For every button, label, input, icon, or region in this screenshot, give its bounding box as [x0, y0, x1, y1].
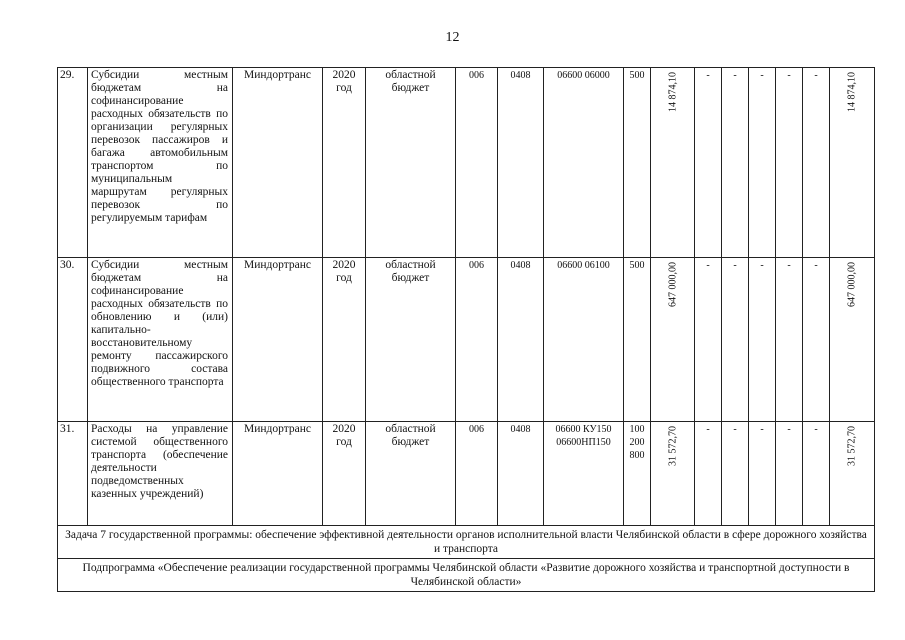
- amount-col-4: -: [787, 70, 791, 81]
- expense-type-code: 500: [624, 258, 651, 422]
- amount-total-cell: [830, 68, 875, 258]
- event-description: Субсидии местным бюджетам на софинансирование расходных обязательств по обновлению и (или) капитально-восстановительному ремонту пассажирского подвижного состава общественного транспорта: [88, 258, 233, 422]
- amount-col-2: -: [733, 424, 737, 435]
- task-row: [58, 526, 875, 559]
- amount-col-4-cell: [776, 258, 803, 422]
- amount-col-5: -: [814, 70, 818, 81]
- amount-col-1: -: [706, 70, 710, 81]
- amount-col-5-cell: [803, 68, 830, 258]
- amount-total-cell: [830, 422, 875, 526]
- executor: Миндортранс: [233, 68, 323, 258]
- expense-type-code: 100 200 800: [624, 422, 651, 526]
- amount-col-3-cell: [749, 258, 776, 422]
- year: 2020 год: [323, 422, 366, 526]
- funding-source: областной бюджет: [366, 68, 456, 258]
- amount-col-3: -: [760, 70, 764, 81]
- section-code: 0408: [498, 258, 544, 422]
- amount-col-2-cell: [722, 422, 749, 526]
- executor: Миндортранс: [233, 422, 323, 526]
- amount-col-5: -: [814, 260, 818, 271]
- amount-col-2: -: [733, 260, 737, 271]
- grbs-code: 006: [456, 258, 498, 422]
- amount-2020-cell: [651, 422, 695, 526]
- subprogram-row: [58, 559, 875, 592]
- target-article-code: 06600 06100: [544, 258, 624, 422]
- row-number: 30.: [58, 258, 88, 422]
- amount-col-3-cell: [749, 68, 776, 258]
- table-row: [58, 422, 875, 526]
- year: 2020 год: [323, 258, 366, 422]
- amount-total: 14 874,10: [846, 72, 858, 112]
- subprogram-text: Подпрограмма «Обеспечение реализации государственной программы Челябинской области «Развитие дорожного хозяйства и транспортной доступности в Челябинской области»: [58, 559, 875, 592]
- event-description: Субсидии местным бюджетам на софинансирование расходных обязательств по организации регулярных перевозок пассажиров и багажа автомобильным транспортом по муниципальным маршрутам регулярных перевозок по регулируемым тарифам: [88, 68, 233, 258]
- amount-total: 647 000,00: [846, 262, 858, 307]
- amount-col-1-cell: [695, 422, 722, 526]
- amount-col-3-cell: [749, 422, 776, 526]
- amount-2020-cell: [651, 258, 695, 422]
- grbs-code: 006: [456, 68, 498, 258]
- target-article-code: 06600 06000: [544, 68, 624, 258]
- target-article-code: 06600 КУ150 06600НП150: [544, 422, 624, 526]
- expense-type-code: 500: [624, 68, 651, 258]
- task-text: Задача 7 государственной программы: обеспечение эффективной деятельности органов исполнительной власти Челябинской области в сфере дорожного хозяйства и транспорта: [58, 526, 875, 559]
- amount-2020-cell: [651, 68, 695, 258]
- amount-total: 31 572,70: [846, 426, 858, 466]
- amount-col-4: -: [787, 424, 791, 435]
- year: 2020 год: [323, 68, 366, 258]
- funding-source: областной бюджет: [366, 258, 456, 422]
- grbs-code: 006: [456, 422, 498, 526]
- funding-source: областной бюджет: [366, 422, 456, 526]
- amount-col-2-cell: [722, 258, 749, 422]
- amount-col-1: -: [706, 424, 710, 435]
- amount-col-5: -: [814, 424, 818, 435]
- row-number: 31.: [58, 422, 88, 526]
- section-code: 0408: [498, 68, 544, 258]
- amount-col-4-cell: [776, 422, 803, 526]
- event-description: Расходы на управление системой общественного транспорта (обеспечение деятельности подведомственных казенных учреждений): [88, 422, 233, 526]
- amount-2020: 647 000,00: [667, 262, 678, 307]
- amount-col-1-cell: [695, 258, 722, 422]
- row-number: 29.: [58, 68, 88, 258]
- program-table: [57, 67, 875, 592]
- executor: Миндортранс: [233, 258, 323, 422]
- table-row: [58, 258, 875, 422]
- amount-col-2: -: [733, 70, 737, 81]
- table-row: [58, 68, 875, 258]
- amount-col-3: -: [760, 260, 764, 271]
- amount-col-1: -: [706, 260, 710, 271]
- section-code: 0408: [498, 422, 544, 526]
- amount-col-5-cell: [803, 258, 830, 422]
- amount-col-3: -: [760, 424, 764, 435]
- amount-2020: 31 572,70: [667, 426, 678, 466]
- amount-col-4: -: [787, 260, 791, 271]
- amount-col-4-cell: [776, 68, 803, 258]
- amount-col-1-cell: [695, 68, 722, 258]
- amount-col-2-cell: [722, 68, 749, 258]
- amount-col-5-cell: [803, 422, 830, 526]
- amount-total-cell: [830, 258, 875, 422]
- page-number: 12: [445, 30, 460, 45]
- amount-2020: 14 874,10: [667, 72, 678, 112]
